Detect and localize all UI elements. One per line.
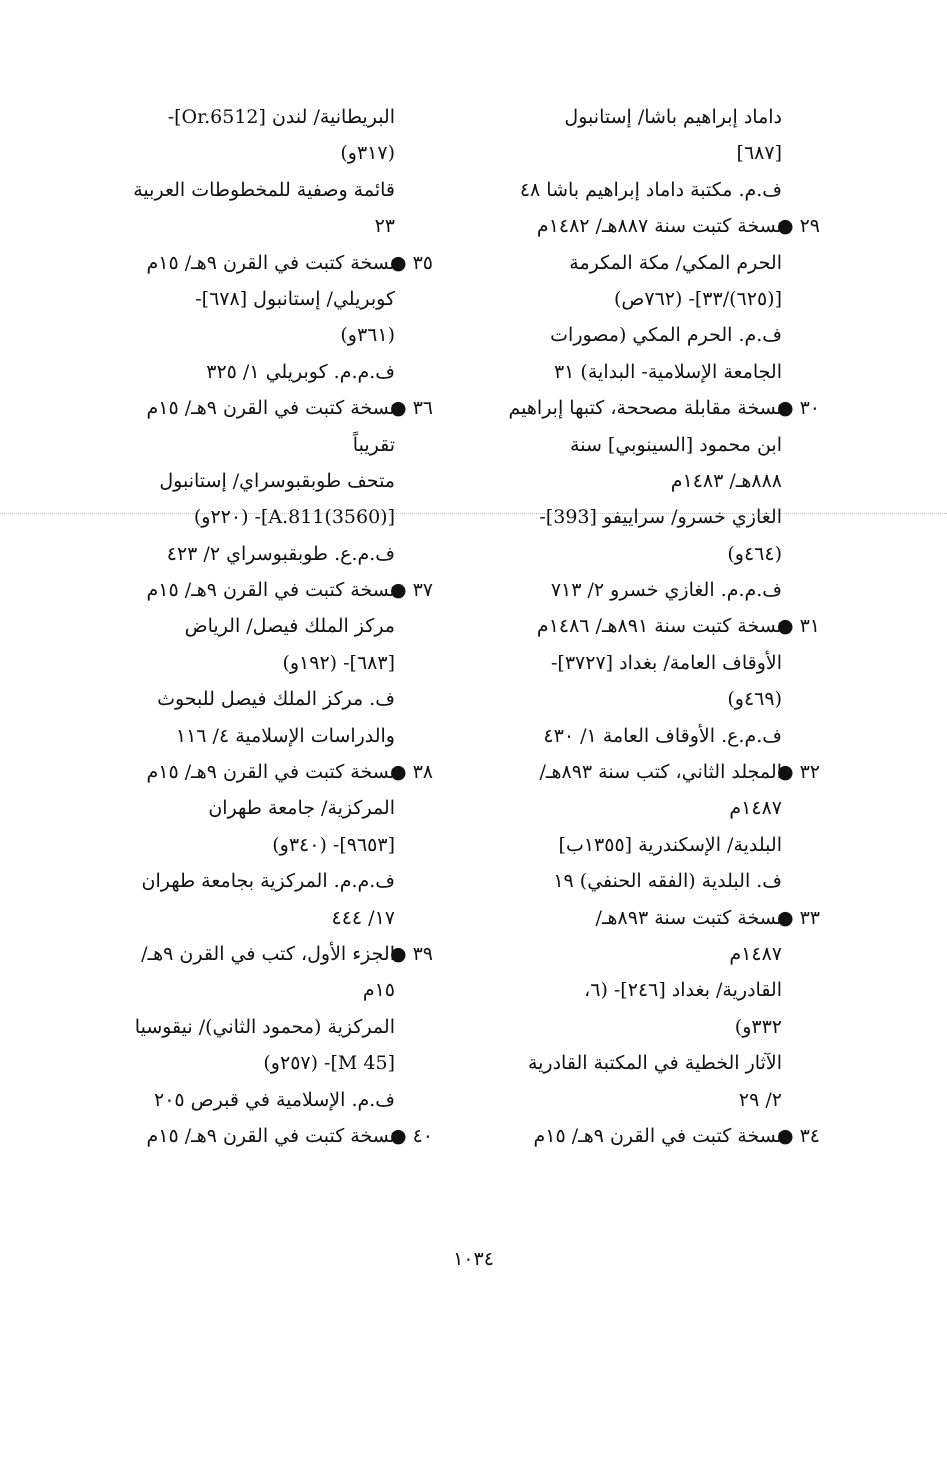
entry-line bbox=[482, 354, 782, 390]
entry-number: ٣٠ ● bbox=[776, 397, 820, 420]
entry-line bbox=[95, 172, 395, 208]
entry-line bbox=[95, 718, 395, 754]
entry-text: ف.م.م. كوبريلي ١/ ٣٢٥ bbox=[206, 360, 395, 383]
entry-line bbox=[95, 1045, 395, 1081]
left-column bbox=[95, 99, 433, 1154]
entry-text: داماد إبراهيم باشا/ إستانبول bbox=[564, 106, 782, 128]
entry-number: ٣٧ ● bbox=[389, 579, 433, 602]
entry-text: ف.م. الحرم المكي (مصورات bbox=[550, 324, 782, 347]
entry-number: ٣١ ● bbox=[776, 615, 820, 638]
entry-line bbox=[95, 536, 395, 572]
entry-text: [٦٨٧] bbox=[736, 142, 782, 165]
entry-line bbox=[95, 681, 395, 717]
entry-text: ف.م.ع. طوبقبوسراي ٢/ ٤٢٣ bbox=[166, 542, 395, 565]
entry-text: الجزء الأول، كتب في القرن ٩هـ/ bbox=[141, 942, 395, 965]
entry-line bbox=[482, 135, 782, 171]
entry-text: ١٥م bbox=[362, 979, 395, 1002]
entry-text: ١٤٨٧م bbox=[729, 942, 782, 965]
entry-line bbox=[482, 536, 782, 572]
entry-text: ٣٣٢و) bbox=[734, 1015, 782, 1038]
entry-line bbox=[95, 863, 395, 899]
entry-line bbox=[482, 572, 782, 608]
entry-text: الأوقاف العامة/ بغداد [٣٧٢٧]- bbox=[550, 651, 782, 674]
entry-line bbox=[482, 463, 782, 499]
entry-text: ٢/ ٢٩ bbox=[738, 1088, 782, 1111]
entry-line bbox=[95, 1009, 395, 1045]
entry-line bbox=[482, 1009, 782, 1045]
entry-text: نسخة كتبت سنة ٨٩١هـ/ ١٤٨٦م bbox=[536, 615, 782, 638]
entry-text: (٣٦١و) bbox=[340, 324, 395, 347]
entry-line bbox=[95, 245, 433, 281]
entry-text: الحرم المكي/ مكة المكرمة bbox=[569, 251, 782, 274]
entry-text: نسخة مقابلة مصححة، كتبها إبراهيم bbox=[508, 397, 782, 420]
entry-line bbox=[482, 390, 820, 426]
entry-line bbox=[95, 390, 433, 426]
entry-text: نسخة كتبت في القرن ٩هـ/ ١٥م bbox=[146, 397, 395, 420]
entry-text: نسخة كتبت سنة ٨٨٧هـ/ ١٤٨٢م bbox=[536, 215, 782, 238]
entry-line bbox=[482, 936, 782, 972]
entry-text: مركز الملك فيصل/ الرياض bbox=[184, 615, 395, 638]
entry-line bbox=[95, 99, 395, 135]
entry-line bbox=[95, 754, 433, 790]
entry-line bbox=[482, 863, 782, 899]
entry-text: [M 45]- (٢٥٧و) bbox=[263, 1052, 395, 1075]
entry-text: متحف طوبقبوسراي/ إستانبول bbox=[159, 469, 395, 492]
entry-line bbox=[482, 827, 782, 863]
entry-line bbox=[95, 463, 395, 499]
entry-line bbox=[482, 1082, 782, 1118]
entry-number: ٣٣ ● bbox=[776, 906, 820, 929]
entry-text: والدراسات الإسلامية ٤/ ١١٦ bbox=[175, 724, 395, 747]
entry-text: نسخة كتبت في القرن ٩هـ/ ١٥م bbox=[533, 1124, 782, 1147]
entry-line bbox=[95, 972, 395, 1008]
entry-number: ٣٢ ● bbox=[776, 761, 820, 784]
entry-line bbox=[95, 790, 395, 826]
entry-number: ٣٥ ● bbox=[389, 251, 433, 274]
entry-number: ٣٨ ● bbox=[389, 761, 433, 784]
entry-line bbox=[482, 1118, 820, 1154]
entry-line bbox=[95, 608, 395, 644]
entry-text: ف.م. مكتبة داماد إبراهيم باشا ٤٨ bbox=[519, 178, 782, 201]
entry-text: نسخة كتبت في القرن ٩هـ/ ١٥م bbox=[146, 761, 395, 784]
entry-text: ١٧/ ٤٤٤ bbox=[331, 906, 395, 929]
entry-text: المجلد الثاني، كتب سنة ٨٩٣هـ/ bbox=[539, 761, 782, 784]
entry-number: ٣٤ ● bbox=[776, 1124, 820, 1147]
entry-text: [(3560)A.811]- (٢٢٠و) bbox=[193, 506, 395, 529]
entry-line bbox=[482, 645, 782, 681]
entry-text: البلدية/ الإسكندرية [١٣٥٥ب] bbox=[558, 833, 782, 856]
entry-number: ٣٦ ● bbox=[389, 397, 433, 420]
entry-line bbox=[482, 245, 782, 281]
entry-line bbox=[482, 499, 782, 535]
entry-line bbox=[95, 900, 395, 936]
entry-text: (٤٦٤و) bbox=[727, 542, 782, 565]
entry-text: نسخة كتبت في القرن ٩هـ/ ١٥م bbox=[146, 1124, 395, 1147]
entry-line bbox=[95, 827, 395, 863]
entry-text: ف.م.م. المركزية بجامعة طهران bbox=[141, 870, 395, 893]
entry-text: [٦٨٣]- (١٩٢و) bbox=[282, 651, 395, 674]
entry-text: ١٤٨٧م bbox=[729, 797, 782, 820]
entry-text: الجامعة الإسلامية- البداية) ٣١ bbox=[553, 360, 782, 383]
entry-text: البريطانية/ لندن [Or.6512]- bbox=[167, 106, 395, 128]
entry-line bbox=[482, 172, 782, 208]
right-column bbox=[482, 99, 820, 1154]
entry-number: ٣٩ ● bbox=[389, 942, 433, 965]
entry-line bbox=[95, 135, 395, 171]
entry-text: [٩٦٥٣]- (٣٤٠و) bbox=[272, 833, 395, 856]
entry-text: ف. مركز الملك فيصل للبحوث bbox=[157, 688, 395, 711]
entry-text: قائمة وصفية للمخطوطات العربية bbox=[133, 178, 395, 201]
entry-line bbox=[482, 99, 782, 135]
entry-line bbox=[482, 1045, 782, 1081]
entry-line bbox=[482, 427, 782, 463]
entry-line bbox=[95, 572, 433, 608]
entry-text: المركزية/ جامعة طهران bbox=[208, 797, 395, 820]
entry-line bbox=[95, 645, 395, 681]
entry-line bbox=[482, 608, 820, 644]
entry-line bbox=[482, 754, 820, 790]
entry-text: كوبريلي/ إستانبول [٦٧٨]- bbox=[195, 287, 395, 310]
entry-text: نسخة كتبت سنة ٨٩٣هـ/ bbox=[595, 906, 782, 929]
entry-number: ٤٠ ● bbox=[389, 1124, 433, 1147]
entry-text: [(٦٢٥)/٣٣]- (٧٦٢ص) bbox=[613, 287, 782, 310]
entry-line bbox=[95, 936, 433, 972]
entry-line bbox=[482, 208, 820, 244]
entry-text: تقريباً bbox=[352, 433, 395, 456]
entry-line bbox=[482, 281, 782, 317]
entry-text: المركزية (محمود الثاني)/ نيقوسيا bbox=[134, 1015, 395, 1038]
entry-text: (٤٦٩و) bbox=[727, 688, 782, 711]
entry-line bbox=[482, 900, 820, 936]
entry-line bbox=[95, 427, 395, 463]
entry-line bbox=[482, 790, 782, 826]
entry-line bbox=[482, 972, 782, 1008]
entry-text: ٢٣ bbox=[374, 215, 395, 238]
entry-line bbox=[482, 681, 782, 717]
entry-text: (٣١٧و) bbox=[340, 142, 395, 165]
entry-text: ٨٨٨هـ/ ١٤٨٣م bbox=[670, 469, 782, 492]
entry-line bbox=[95, 1082, 395, 1118]
entry-text: الآثار الخطية في المكتبة القادرية bbox=[527, 1052, 782, 1075]
entry-text: القادرية/ بغداد [٢٤٦]- (٦، bbox=[584, 979, 782, 1002]
entry-line bbox=[95, 317, 395, 353]
entry-line bbox=[482, 317, 782, 353]
entry-text: ف.م.م. الغازي خسرو ٢/ ٧١٣ bbox=[550, 579, 782, 602]
entry-text: ف. البلدية (الفقه الحنفي) ١٩ bbox=[553, 870, 782, 893]
entry-line bbox=[482, 718, 782, 754]
entry-text: ف.م. الإسلامية في قبرص ٢٠٥ bbox=[154, 1088, 395, 1111]
page-number: ١٠٣٤ bbox=[453, 1248, 494, 1270]
entry-text: ابن محمود [السينوبي] سنة bbox=[570, 433, 782, 456]
entry-line bbox=[95, 281, 395, 317]
entry-text: ف.م.ع. الأوقاف العامة ١/ ٤٣٠ bbox=[543, 724, 782, 747]
entry-text: الغازي خسرو/ سراييفو [393]- bbox=[539, 506, 782, 529]
entry-line bbox=[95, 1118, 433, 1154]
entry-text: نسخة كتبت في القرن ٩هـ/ ١٥م bbox=[146, 579, 395, 602]
entry-line bbox=[95, 208, 395, 244]
entry-text: نسخة كتبت في القرن ٩هـ/ ١٥م bbox=[146, 251, 395, 274]
entry-number: ٢٩ ● bbox=[776, 215, 820, 238]
entry-line bbox=[95, 354, 395, 390]
entry-line bbox=[95, 499, 395, 535]
